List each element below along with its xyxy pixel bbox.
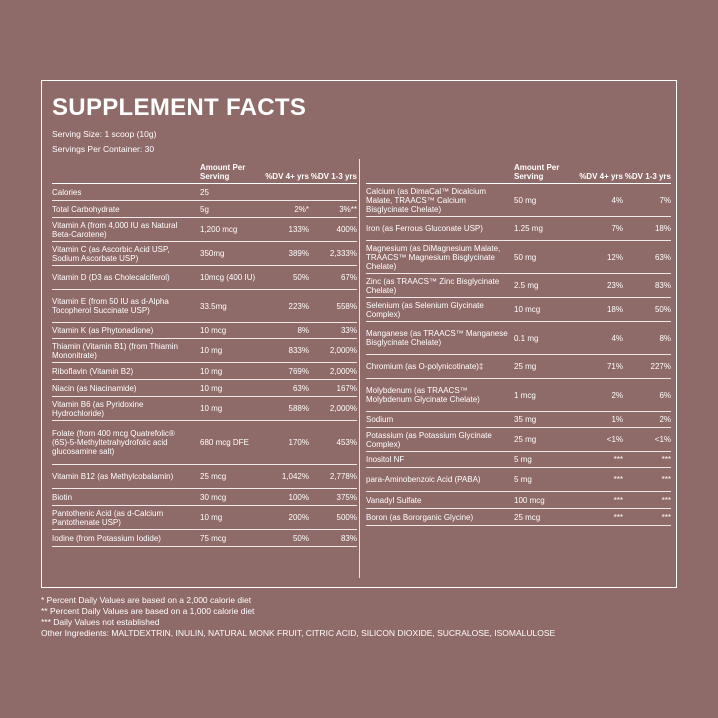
dv-adult: 63%: [292, 383, 309, 393]
dv-child: 50%: [654, 305, 671, 314]
other-ingredients: Other Ingredients: MALTDEXTRIN, INULIN, NATURAL MONK FRUIT, CITRIC ACID, SILICON DIOXIDE, SUCRALOSE, ISOMALULOSE: [41, 628, 556, 638]
dv-adult: 170%: [288, 438, 309, 447]
dv-child: 167%: [336, 383, 357, 393]
amount-per-serving: 50 mg: [514, 195, 537, 205]
table-row: [52, 363, 357, 380]
column-divider: [359, 159, 360, 578]
page-title: SUPPLEMENT FACTS: [52, 94, 307, 121]
nutrient-name: Calories: [52, 187, 82, 197]
nutrient-name: Vitamin B6 (as Pyridoxine Hydrochloride): [52, 399, 144, 418]
nutrient-name: Sodium: [366, 415, 394, 424]
serving-size: Serving Size: 1 scoop (10g): [52, 129, 157, 139]
table-row: [366, 274, 671, 298]
table-row: [366, 509, 671, 526]
nutrient-name: Biotin: [52, 492, 73, 502]
supplement-facts-panel: [41, 80, 677, 588]
left-nutrient-table: [52, 159, 357, 547]
nutrient-name: Vitamin E (from 50 IU as d-Alpha Tocopherol Succinate USP): [52, 297, 169, 315]
dv-child: 2,000%: [329, 404, 357, 413]
dv-adult: ***: [613, 455, 623, 464]
table-row: [366, 322, 671, 355]
table-header: [366, 159, 671, 184]
nutrient-name: Folate (from 400 mcg Quatrefolic® (6S)-5-Methyltetrahydrofolic acid glucosamine salt): [52, 429, 175, 456]
dv-child: 18%: [654, 224, 671, 233]
nutrient-name: Riboflavin (Vitamin B2): [52, 366, 134, 376]
dv-adult: 588%: [288, 404, 309, 413]
footnote: * Percent Daily Values are based on a 2,000 calorie diet: [41, 595, 252, 605]
amount-per-serving: 680 mcg DFE: [200, 438, 249, 447]
nutrient-name: Potassium (as Potassium Glycinate Complex): [366, 430, 492, 449]
amount-per-serving: 5 mg: [514, 455, 532, 464]
nutrient-name: Vanadyl Sulfate: [366, 495, 422, 505]
amount-per-serving: 10 mg: [200, 404, 223, 413]
table-row: [366, 379, 671, 412]
nutrient-name: Pantothenic Acid (as d-Calcium Pantothenate USP): [52, 508, 164, 527]
nutrient-name: Zinc (as TRAACS™ Zinc Bisglycinate Chelate): [366, 276, 500, 295]
dv-child: 8%: [659, 333, 671, 343]
dv-child: 2%: [659, 415, 671, 424]
nutrient-name: Vitamin B12 (as Methylcobalamin): [52, 472, 174, 481]
dv-child: 6%: [659, 390, 671, 400]
dv-adult: 50%: [292, 273, 309, 282]
nutrient-name: Boron (as Bororganic Glycine): [366, 512, 474, 522]
header-amount: Amount Per Serving: [200, 163, 246, 181]
header-dv-child: %DV 1-3 yrs: [310, 172, 357, 181]
table-row: [52, 397, 357, 421]
header-dv-adult: %DV 4+ yrs: [265, 172, 309, 181]
dv-adult: 2%*: [294, 204, 309, 214]
dv-child: 2,333%: [329, 249, 357, 258]
dv-adult: 4%: [611, 195, 623, 205]
dv-child: 3%**: [339, 204, 357, 214]
amount-per-serving: 1.25 mg: [514, 224, 543, 233]
amount-per-serving: 25 mcg: [514, 512, 541, 522]
dv-child: 67%: [340, 273, 357, 282]
amount-per-serving: 75 mcg: [200, 533, 227, 543]
dv-child: 7%: [659, 195, 671, 205]
dv-adult: 223%: [288, 301, 309, 311]
dv-child: ***: [661, 455, 671, 464]
table-row: [366, 298, 671, 322]
amount-per-serving: 25 mcg: [200, 472, 227, 481]
amount-per-serving: 5g: [200, 204, 209, 214]
nutrient-name: para-Aminobenzoic Acid (PABA): [366, 475, 481, 484]
table-row: [52, 218, 357, 242]
dv-adult: 389%: [288, 249, 309, 258]
nutrient-name: Niacin (as Niacinamide): [52, 383, 137, 393]
nutrient-name: Total Carbohydrate: [52, 204, 120, 214]
header-dv-adult: %DV 4+ yrs: [579, 172, 623, 181]
table-row: [366, 355, 671, 379]
dv-child: 2,778%: [329, 472, 357, 481]
table-header: [52, 159, 357, 184]
nutrient-name: Selenium (as Selenium Glycinate Complex): [366, 300, 484, 319]
table-row: [52, 184, 357, 201]
amount-per-serving: 350mg: [200, 249, 225, 258]
dv-child: ***: [661, 475, 671, 484]
nutrient-name: Magnesium (as DiMagnesium Malate, TRAACS™ Magnesium Bisglycinate Chelate): [366, 243, 501, 271]
table-row: [52, 421, 357, 465]
table-row: [52, 201, 357, 218]
nutrient-name: Vitamin K (as Phytonadione): [52, 326, 154, 335]
dv-child: 500%: [336, 513, 357, 522]
dv-child: 375%: [336, 492, 357, 502]
dv-adult: 833%: [288, 346, 309, 355]
dv-adult: 769%: [288, 366, 309, 376]
dv-child: 400%: [336, 225, 357, 234]
dv-adult: 200%: [288, 513, 309, 522]
amount-per-serving: 10mcg (400 IU): [200, 273, 256, 282]
nutrient-name: Vitamin D (D3 as Cholecalciferol): [52, 273, 170, 282]
nutrient-name: Vitamin A (from 4,000 IU as Natural Beta-Carotene): [52, 220, 178, 239]
right-nutrient-table: [366, 159, 671, 526]
nutrient-name: Thiamin (Vitamin B1) (from Thiamin Mononitrate): [52, 341, 178, 360]
dv-child: 453%: [336, 438, 357, 447]
dv-child: 227%: [650, 362, 671, 371]
nutrient-name: Calcium (as DimaCal™ Dicalcium Malate, TRAACS™ Calcium Bisglycinate Chelate): [366, 186, 487, 214]
table-row: [366, 217, 671, 241]
dv-adult: 133%: [288, 225, 309, 234]
dv-child: ***: [661, 512, 671, 522]
amount-per-serving: 0.1 mg: [514, 333, 539, 343]
header-amount: Amount Per Serving: [514, 163, 560, 181]
dv-child: 2,000%: [329, 366, 357, 376]
table-row: [52, 380, 357, 397]
footnotes: [41, 595, 555, 639]
table-row: [52, 339, 357, 363]
amount-per-serving: 50 mg: [514, 252, 537, 262]
amount-per-serving: 100 mcg: [514, 495, 545, 505]
table-row: [366, 468, 671, 492]
amount-per-serving: 1,200 mcg: [200, 225, 238, 234]
amount-per-serving: 33.5mg: [200, 301, 227, 311]
dv-child: 558%: [336, 301, 357, 311]
dv-adult: 1,042%: [281, 472, 309, 481]
table-row: [52, 465, 357, 489]
dv-adult: 8%: [297, 326, 309, 335]
table-row: [52, 506, 357, 530]
dv-adult: <1%: [606, 435, 623, 444]
amount-per-serving: 25 mg: [514, 435, 537, 444]
table-row: [52, 290, 357, 323]
table-row: [52, 266, 357, 290]
dv-adult: 71%: [606, 362, 623, 371]
servings-per-container: Servings Per Container: 30: [52, 144, 155, 154]
header-dv-child: %DV 1-3 yrs: [624, 172, 671, 181]
dv-adult: 2%: [611, 390, 623, 400]
dv-adult: ***: [613, 512, 623, 522]
dv-adult: 50%: [292, 533, 309, 543]
nutrient-name: Molybdenum (as TRAACS™ Molybdenum Glycinate Chelate): [366, 386, 480, 404]
amount-per-serving: 25 mg: [514, 362, 537, 371]
amount-per-serving: 10 mg: [200, 366, 223, 376]
amount-per-serving: 10 mcg: [514, 305, 541, 314]
dv-child: <1%: [654, 435, 671, 444]
amount-per-serving: 1 mcg: [514, 390, 536, 400]
nutrient-name: Inositol NF: [366, 455, 405, 464]
table-row: [366, 412, 671, 428]
amount-per-serving: 10 mcg: [200, 326, 227, 335]
dv-adult: 7%: [611, 224, 623, 233]
dv-adult: 23%: [606, 281, 623, 290]
amount-per-serving: 2.5 mg: [514, 281, 539, 290]
nutrient-name: Chromium (as O-polynicotinate)‡: [366, 362, 484, 371]
amount-per-serving: 10 mg: [200, 513, 223, 522]
dv-child: 83%: [654, 281, 671, 290]
nutrient-name: Iodine (from Potassium Iodide): [52, 533, 161, 543]
dv-adult: 12%: [606, 252, 623, 262]
table-row: [366, 452, 671, 468]
amount-per-serving: 10 mg: [200, 383, 223, 393]
amount-per-serving: 30 mcg: [200, 492, 227, 502]
dv-child: 63%: [654, 252, 671, 262]
dv-adult: ***: [613, 475, 623, 484]
dv-child: 2,000%: [329, 346, 357, 355]
dv-child: 83%: [340, 533, 357, 543]
nutrient-name: Iron (as Ferrous Gluconate USP): [366, 224, 483, 233]
footnote: ** Percent Daily Values are based on a 1,000 calorie diet: [41, 606, 255, 616]
dv-adult: 4%: [611, 333, 623, 343]
amount-per-serving: 10 mg: [200, 346, 223, 355]
table-row: [52, 489, 357, 506]
amount-per-serving: 25: [200, 187, 209, 197]
nutrient-name: Manganese (as TRAACS™ Manganese Bisglycinate Chelate): [366, 329, 508, 347]
amount-per-serving: 35 mg: [514, 415, 537, 424]
table-row: [366, 428, 671, 452]
dv-adult: 1%: [611, 415, 623, 424]
table-row: [52, 530, 357, 547]
footnote: *** Daily Values not established: [41, 617, 160, 627]
dv-adult: 100%: [288, 492, 309, 502]
table-row: [366, 492, 671, 509]
dv-adult: 18%: [606, 305, 623, 314]
table-row: [52, 323, 357, 339]
amount-per-serving: 5 mg: [514, 475, 532, 484]
dv-child: 33%: [340, 326, 357, 335]
table-row: [366, 241, 671, 274]
dv-adult: ***: [613, 495, 623, 505]
table-row: [366, 184, 671, 217]
nutrient-name: Vitamin C (as Ascorbic Acid USP, Sodium Ascorbate USP): [52, 244, 170, 263]
dv-child: ***: [661, 495, 671, 505]
table-row: [52, 242, 357, 266]
